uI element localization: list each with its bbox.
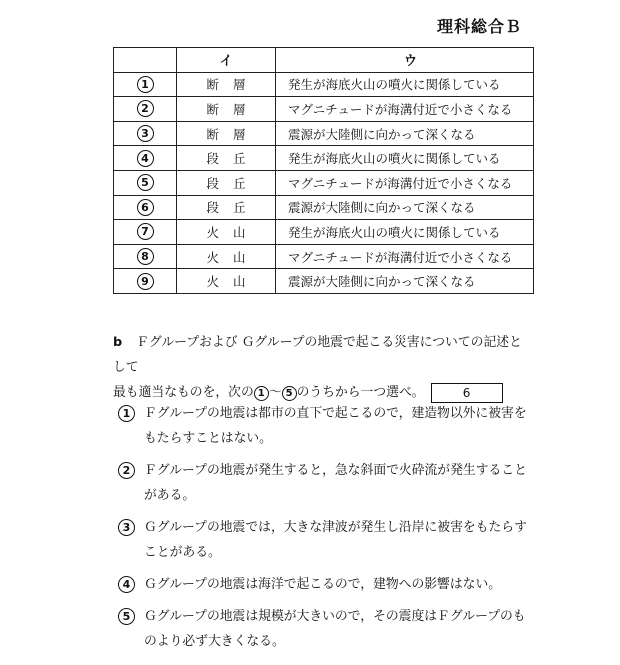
row-i-cell: 段丘 [177,195,276,220]
circled-number: 8 [137,248,154,265]
choice-item[interactable] [118,572,538,597]
table-row [114,269,534,294]
range-separator: ～ [268,385,282,400]
row-i-cell: 段丘 [177,170,276,195]
row-i-cell: 断層 [177,121,276,146]
choice-number: 3 [118,519,135,536]
row-u-cell: 震源が大陸側に向かって深くなる [276,121,534,146]
row-u-cell: マグニチュードが海溝付近で小さくなる [276,170,534,195]
range-start-number: 1 [254,386,269,401]
choice-text: Ｇグループの地震では，大きな津波が発生し沿岸に被害をもたらすことがある。 [144,520,527,560]
row-number-cell [114,121,177,146]
circled-number: 2 [137,100,154,117]
choice-item[interactable] [118,604,538,654]
row-number-cell [114,72,177,97]
table-header-u: ウ [276,48,534,73]
row-u-cell: マグニチュードが海溝付近で小さくなる [276,97,534,122]
row-number-cell [114,220,177,245]
row-i-cell: 断層 [177,72,276,97]
choice-text: Ｇグループの地震は規模が大きいので，その震度はＦグループのものより必ず大きくなる。 [144,609,526,649]
table-row [114,170,534,195]
choice-number: 5 [118,608,135,625]
choice-number: 2 [118,462,135,479]
table-header-row [114,48,534,73]
range-end-number: 5 [282,386,297,401]
row-i-cell: 火山 [177,244,276,269]
question-b [113,330,533,405]
table-header-num [114,48,177,73]
row-u-cell: 発生が海底火山の噴火に関係している [276,72,534,97]
circled-number: 9 [137,273,154,290]
row-number-cell [114,170,177,195]
row-i-cell: 断層 [177,97,276,122]
circled-number: 7 [137,223,154,240]
choice-text: Ｆグループの地震は都市の直下で起こるので，建造物以外に被害をもたらすことはない。 [144,406,527,446]
answer-box[interactable]: 6 [431,383,503,403]
circled-number: 3 [137,125,154,142]
table-row [114,220,534,245]
choice-item[interactable] [118,515,538,565]
row-u-cell: 震源が大陸側に向かって深くなる [276,195,534,220]
row-u-cell: 発生が海底火山の噴火に関係している [276,220,534,245]
table-row [114,195,534,220]
table-row [114,72,534,97]
choice-number: 1 [118,405,135,422]
row-number-cell [114,97,177,122]
options-table [113,47,534,294]
circled-number: 6 [137,199,154,216]
table-row [114,97,534,122]
choice-item[interactable] [118,401,538,451]
choice-text: Ｆグループの地震が発生すると，急な斜面で火砕流が発生することがある。 [144,463,527,503]
row-i-cell: 火山 [177,269,276,294]
circled-number: 1 [137,76,154,93]
row-u-cell: 震源が大陸側に向かって深くなる [276,269,534,294]
table-header-i: イ [177,48,276,73]
question-text-line2-pre: 最も適当なものを，次の [113,385,254,400]
choice-item[interactable] [118,458,538,508]
question-text-line1: Ｆグループおよび Ｇグループの地震で起こる災害についての記述として [113,335,522,375]
table-row [114,121,534,146]
table-row [114,244,534,269]
row-number-cell [114,244,177,269]
row-number-cell [114,269,177,294]
row-u-cell: 発生が海底火山の噴火に関係している [276,146,534,171]
row-u-cell: マグニチュードが海溝付近で小さくなる [276,244,534,269]
choice-number: 4 [118,576,135,593]
answer-choices [118,401,538,661]
row-number-cell [114,146,177,171]
page-header-subject: 理科総合Ｂ [436,17,522,36]
question-label: b [113,335,123,350]
row-i-cell: 段丘 [177,146,276,171]
row-i-cell: 火山 [177,220,276,245]
circled-number: 5 [137,174,154,191]
circled-number: 4 [137,150,154,167]
table-row [114,146,534,171]
row-number-cell [114,195,177,220]
choice-text: Ｇグループの地震は海洋で起こるので，建物への影響はない。 [144,577,502,592]
question-text-line2-post: のうちから一つ選べ。 [296,385,425,400]
